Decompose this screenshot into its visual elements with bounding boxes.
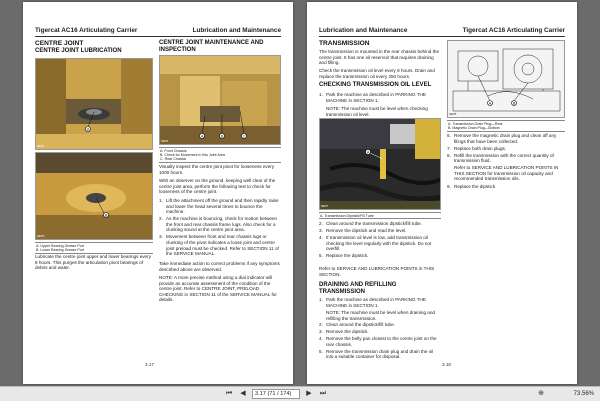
header-left: Lubrication and Maintenance bbox=[319, 27, 408, 34]
transmission-text-2: Check the transmission oil level every 8 hours. Drain and replace the transmission oil every 250 hours. bbox=[319, 68, 435, 79]
list-item: 1. Park the machine as described in PARKING THE MACHINE in SECTION 1. bbox=[319, 297, 426, 308]
viewer-toolbar bbox=[0, 386, 600, 401]
photo-dipstick bbox=[319, 118, 441, 210]
svg-text:A: A bbox=[200, 133, 204, 139]
subsection-title-check-level: CHECKING TRANSMISSION OIL LEVEL bbox=[319, 82, 432, 88]
figure-id: 0EP7 bbox=[321, 204, 329, 208]
page-right bbox=[307, 2, 577, 384]
figure-id: 0EP6 bbox=[161, 139, 169, 143]
list-item: 2. Clean around the dipstick/fill tube. bbox=[319, 322, 395, 327]
caption-b: B. Check for Movement in this Joint Area bbox=[160, 152, 225, 157]
caption-c: C. Rear Chassis bbox=[160, 157, 187, 162]
header-left: Tigercat AC16 Articulating Carrier bbox=[35, 27, 138, 34]
svg-text:A: A bbox=[86, 126, 90, 132]
page-header bbox=[35, 27, 281, 37]
list-item: 9. Replace the dipstick bbox=[447, 184, 496, 189]
page-left bbox=[23, 2, 293, 384]
figure-caption-1 bbox=[35, 242, 153, 254]
refer-text: Refer to SERVICE AND LUBRICATION POINTS in THIS SECTION. bbox=[319, 266, 435, 277]
figure-id: 0EP8 bbox=[449, 112, 457, 116]
list-item: 3. Remove the dipstick and read the level. bbox=[319, 227, 407, 233]
caption-a: A. Upper Bearing Grease Port bbox=[36, 243, 84, 248]
list-item: 2. Clean around the transmission dipstick/fill tube. bbox=[319, 221, 423, 226]
list-item: 1. Lift the attachment off the ground and then rapidly raise and lower the head several times to bounce the machine. bbox=[159, 198, 279, 215]
right-steps-2 bbox=[447, 184, 565, 191]
header-right: Lubrication and Maintenance bbox=[192, 27, 281, 34]
list-item: 3. Remove the dipstick. bbox=[319, 328, 369, 334]
list-item: 3. Movement between front and rear chassis lugs or clunking of the pivot indicates a loose joint and centre joint preload must be checked. Refer to SECTION 11 of the SERVICE MANUAL. bbox=[159, 234, 279, 257]
list-item: 2. As the machine is bouncing, check for motion between the front and rear chassis frame lugs. Also check for a clunking sound at the centre joint area. bbox=[159, 216, 278, 233]
right-steps bbox=[447, 133, 565, 165]
page-number-field[interactable]: 3.17 (71 / 174) bbox=[252, 389, 300, 399]
last-page-icon[interactable]: ⏭ bbox=[319, 390, 327, 397]
check-steps bbox=[319, 92, 441, 105]
zoom-level[interactable]: 73.56% bbox=[573, 391, 594, 397]
caption-b: B. Lower Bearing Grease Port bbox=[36, 247, 84, 252]
check-steps-2 bbox=[319, 221, 441, 260]
svg-text:A: A bbox=[488, 100, 492, 106]
svg-text:C: C bbox=[242, 133, 246, 139]
svg-text:A: A bbox=[366, 149, 370, 155]
lubrication-text: Lubricate the centre joint upper and lower bearings every 8 hours. This purges the articulation pivot bearings of debris and water. bbox=[35, 254, 151, 271]
list-item: 8. Refill the transmission with the correct quantity of transmission fluid. bbox=[447, 152, 554, 164]
caption-a: A. Transmission Dipstick/Fill Tube bbox=[320, 213, 374, 218]
next-page-icon[interactable]: ▶ bbox=[306, 390, 312, 397]
drain-note: NOTE: The machine must be level when draining and refilling the transmission. bbox=[326, 310, 435, 321]
svg-text:B: B bbox=[220, 133, 224, 139]
caption-b: B. Magnetic Drain Plug—Bottom bbox=[448, 125, 500, 130]
list-item: 5. Remove the transmission drain plug and drain the oil into a suitable container for disposal. bbox=[319, 348, 434, 360]
drain-steps bbox=[319, 297, 441, 310]
first-page-icon[interactable]: ⏮ bbox=[225, 390, 233, 397]
svg-text:B: B bbox=[512, 100, 516, 106]
drawing-drain-plugs bbox=[447, 40, 565, 118]
subsection-title-maintenance: CENTRE JOINT MAINTENANCE AND INSPECTION bbox=[159, 40, 264, 53]
list-item: 5. Replace the dipstick. bbox=[319, 253, 369, 259]
check-note: NOTE: The machine must be level when checking transmission oil level. bbox=[326, 106, 428, 117]
page-header bbox=[319, 27, 565, 37]
svg-text:B: B bbox=[104, 212, 108, 218]
previous-page-icon[interactable]: ◀ bbox=[240, 390, 246, 397]
drain-steps-2 bbox=[319, 322, 441, 361]
list-item: 7. Replace both drain plugs. bbox=[447, 145, 507, 151]
inspect-steps bbox=[159, 198, 281, 258]
zoom-in-icon[interactable]: ⊕ bbox=[538, 390, 544, 397]
header-right: Tigercat AC16 Articulating Carrier bbox=[462, 27, 565, 34]
note-text: NOTE: A more precise method using a dial indicator will provide an accurate assessment of the condition of the centre joint. Refer to CENTRE JOINT, PRELOAD CHECKING in SECTION 11 of the SERVICE MANUAL for details. bbox=[159, 275, 277, 303]
subsection-title-lubrication: CENTRE JOINT LUBRICATION bbox=[35, 48, 122, 54]
right-refer-text: Refer to SERVICE AND LUBRICATION POINTS IN THIS SECTION for transmission oil capacity and recommended transmission oils. bbox=[454, 165, 559, 182]
figure-id: 0EP4 bbox=[37, 144, 45, 148]
transmission-text-1: The transmission is mounted in the rear chassis behind the centre joint. It has one oil reservoir that requires draining and filling. bbox=[319, 49, 440, 66]
figure-caption-2 bbox=[159, 147, 281, 163]
list-item: 4. Remove the belly pan closest to the centre joint on the rear chassis. bbox=[319, 335, 437, 347]
photo-upper-bearing bbox=[35, 58, 153, 150]
section-title-transmission: TRANSMISSION bbox=[319, 40, 370, 47]
list-item: 4. If transmission oil level is low, add transmission oil checking the level regularly with the dipstick. Do not overfill. bbox=[319, 234, 432, 252]
caption-a: A. Transmission Drain Plug—Rear bbox=[448, 121, 503, 126]
photo-centre-joint bbox=[159, 55, 281, 145]
figure-caption-3 bbox=[319, 212, 441, 219]
page-number: 3.18 bbox=[442, 362, 451, 367]
section-title-centre-joint: CENTRE JOINT bbox=[35, 40, 84, 47]
subsection-title-drain: DRAINING AND REFILLING TRANSMISSION bbox=[319, 282, 397, 295]
caption-a: A. Front Chassis bbox=[160, 148, 187, 153]
page-number: 3.17 bbox=[145, 362, 154, 367]
inspect-intro-2: With an observer on the ground, keeping well clear of the centre joint area, perform the following test to check for looseness of the centre joint. bbox=[159, 178, 276, 195]
take-action-text: Take immediate action to correct problems if any symptoms described above are observed. bbox=[159, 261, 280, 272]
figure-id: 0EP5 bbox=[37, 234, 45, 238]
figure-caption-4 bbox=[447, 120, 565, 132]
list-item: 6. Remove the magnetic drain plug and clean off any filings that have been collected. bbox=[447, 133, 557, 144]
inspect-intro: Visually inspect the centre joint pivot for looseness every 1000 hours. bbox=[159, 164, 275, 175]
list-item: 1. Park the machine as described in PARKING THE MACHINE in SECTION 1. bbox=[319, 92, 426, 103]
photo-lower-bearing bbox=[35, 152, 153, 240]
